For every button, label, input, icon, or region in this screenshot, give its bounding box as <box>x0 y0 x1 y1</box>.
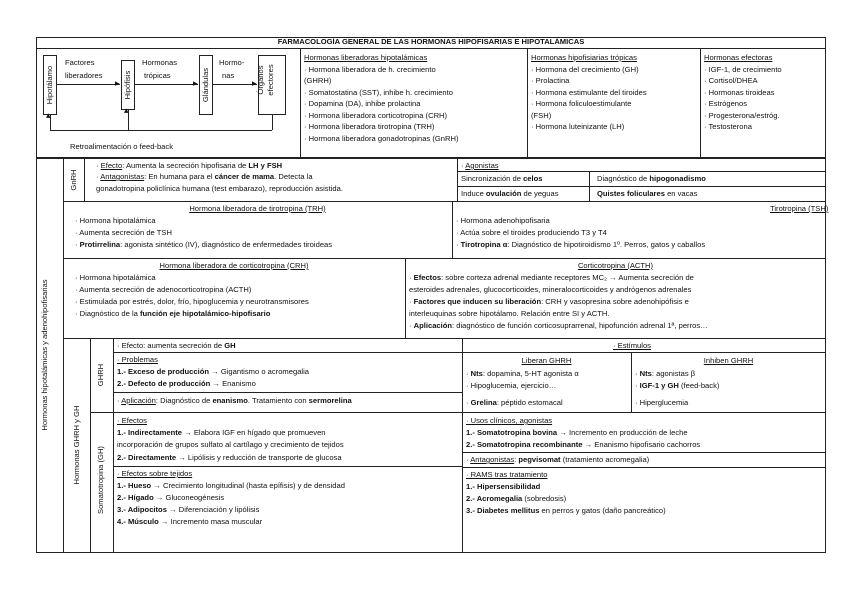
feedback-label: Retroalimentación o feed-back <box>70 142 173 151</box>
trh-heading-right: Tirotropina (TSH) <box>770 204 829 213</box>
page-title: FARMACOLOGÍA GENERAL DE LAS HORMONAS HIPOFISARIAS E HIPOTALÁMICAS <box>277 37 585 46</box>
gh-ram-3: 3.- Diabetes mellitus en perros y gatos (daño pancreático) <box>466 506 666 515</box>
gh-tejidos-divider <box>113 466 462 467</box>
liberadoras-item: (GHRH) <box>304 76 332 85</box>
ghrh-problema-2: 2.- Defecto de producción → Enanismo <box>117 379 256 388</box>
trh-protirrelina: · Protirrelina: agonista sintético (IV), diagnóstico de enfermedades tiroideas <box>75 240 333 249</box>
gnrh-label-divider <box>84 158 85 201</box>
ghrh-problemas: · Problemas <box>117 355 158 364</box>
gnrh-agonistas-divider-2 <box>457 186 826 187</box>
title-divider <box>36 48 826 49</box>
divider-outer-label <box>63 158 64 553</box>
ghrh-efecto-divider <box>113 352 462 353</box>
feedback-arrow-head-2: ▴ <box>124 105 129 115</box>
liberadoras-item: · Hormona liberadora tirotropina (TRH) <box>304 122 435 131</box>
trh-right-item: · Hormona adenohipofisaria <box>456 216 550 225</box>
tropicas-heading: Hormonas hipofisiarias trópicas <box>531 53 637 62</box>
hormonas-label-2: nas <box>222 71 235 80</box>
ghrh-inhiben: Inhiben GHRH <box>703 356 754 365</box>
gnrh-bottom-divider <box>63 201 826 202</box>
gh-usos: · Usos clínicos, agonistas <box>466 416 553 425</box>
tropicas-item: · Prolactina <box>531 76 570 85</box>
crh-heading-left: Hormona liberadora de corticotropina (CRH) <box>159 261 309 270</box>
trh-heading-left: Hormona liberadora de tirotropina (TRH) <box>189 204 326 213</box>
ghrh-liberan-2: · Hipoglucemia, ejercicio… <box>466 381 557 390</box>
gh-efecto-1: 1.- Indirectamente → Elabora IGF en hígado que promueven <box>117 428 326 437</box>
divider-top-1 <box>300 48 301 158</box>
arrow-head-3: ▸ <box>252 78 257 88</box>
arrow-line-2 <box>135 84 198 85</box>
gh-ram-2: 2.- Acromegalia (sobredosis) <box>466 494 567 503</box>
ghrh-estimulos-divider <box>462 352 826 353</box>
efectoras-item: · Cortisol/DHEA <box>704 76 758 85</box>
gnrh-agonistas-vdivider <box>589 171 590 201</box>
tropicas-item: · Hormona del crecimiento (GH) <box>531 65 639 74</box>
hipofisis-label: Hipófisis <box>123 70 132 100</box>
gh-uso-1: 1.- Somatotropina bovina → Incremento en producción de leche <box>466 428 688 437</box>
ghrh-aplicacion-divider <box>113 392 462 393</box>
ghrh-inhiben-2: · IGF-1 y GH (feed-back) <box>635 381 720 390</box>
trh-left-item: · Aumenta secreción de TSH <box>75 228 172 237</box>
crh-efectos: · Efectos: sobre corteza adrenal mediante receptores MC₂ → Aumenta secreción de <box>409 273 694 282</box>
gh-tejido-1: 1.- Hueso → Crecimiento longitudinal (hasta epífisis) y de densidad <box>117 481 345 490</box>
gnrh-agonista-3: Induce ovulación de yeguas <box>461 189 559 198</box>
ghrh-gh-sublabel-divider <box>113 338 114 553</box>
trh-tirotropina: · Tirotropina α: Diagnóstico de hipotiroidismo 1º. Perros, gatos y caballos <box>456 240 706 249</box>
arrow-line-1 <box>57 84 120 85</box>
tropicas-item: · Hormona foliculoestimulante <box>531 99 632 108</box>
liberadoras-item: · Hormona liberadora corticotropina (CRH) <box>304 111 448 120</box>
divider-top-2 <box>527 48 528 158</box>
outer-side-label: Hormonas hipotalámicas y adenohipofisarias <box>40 279 49 431</box>
gh-rams: · RAMS tras tratamiento <box>466 470 548 479</box>
liberadoras-item: · Somatostatina (SST), inhibe h. crecimiento <box>304 88 453 97</box>
gh-rams-divider <box>462 467 826 468</box>
ghrh-liberan-3: · Grelina: péptido estomacal <box>466 398 563 407</box>
crh-left-item: · Hormona hipotalámica <box>75 273 156 282</box>
gh-tejido-2: 2.- Hígado → Gluconeogénesis <box>117 493 225 502</box>
crh-diagnostico: · Diagnóstico de la función eje hipotalámico-hipofisario <box>75 309 271 318</box>
hormonas-label-1: Hormo- <box>219 58 245 67</box>
trh-bottom-divider <box>63 258 826 259</box>
efectoras-item: · Estrógenos <box>704 99 748 108</box>
ghrh-gh-middle-divider <box>462 338 463 553</box>
efectoras-item: · Progesterona/estróg. <box>704 111 780 120</box>
gh-efecto-2: 2.- Directamente → Lipólisis y reducción de transporte de glucosa <box>117 453 342 462</box>
crh-factores-line2: interleuquinas sobre hipotálamo. Relación entre SI y ACTH. <box>409 309 610 318</box>
gnrh-antagonistas: · Antagonistas: En humana para el cáncer de mama. Detecta la <box>96 172 313 181</box>
feedback-arrow-head: ▴ <box>46 110 51 120</box>
gnrh-agonista-4: Quistes foliculares en vacas <box>597 189 698 198</box>
gh-efectos: · Efectos <box>117 416 147 425</box>
gnrh-agonista-1: Sincronización de celos <box>461 174 543 183</box>
ghrh-bottom-divider <box>90 412 826 413</box>
crh-left-item: · Estimulada por estrés, dolor, frío, hipoglucemia y neurotransmisores <box>75 297 309 306</box>
feedback-line-right <box>272 115 273 130</box>
gh-antagonistas-divider <box>462 452 826 453</box>
tropicas-item: · Hormona luteinizante (LH) <box>531 122 625 131</box>
ghrh-liberan: Liberan GHRH <box>521 356 572 365</box>
hormonas-tropicas-label-2: trópicas <box>144 71 171 80</box>
liberadoras-heading: Hormonas liberadoras hipotalámicas <box>304 53 428 62</box>
tropicas-item: · Hormona estimulante del tiroides <box>531 88 647 97</box>
crh-bottom-divider <box>63 338 826 339</box>
ghrh-problema-1: 1.- Exceso de producción → Gigantismo o acromegalia <box>117 367 310 376</box>
gnrh-agonistas-heading: · Agonistas <box>461 161 499 170</box>
crh-left-item: · Aumenta secreción de adenocorticotropina (ACTH) <box>75 285 252 294</box>
efectoras-heading: Hormonas efectoras <box>704 53 773 62</box>
somatotropina-side-label: Somatotropina (GH) <box>96 446 105 514</box>
ghrh-gh-side-label: Hormonas GHRH y GH <box>72 405 81 485</box>
gnrh-side-label: GnRH <box>69 169 78 191</box>
gnrh-efecto: · Efecto: Aumenta la secreción hipofisaria de LH y FSH <box>96 161 283 170</box>
gh-efecto-1-line2: incorporación de grupos sulfato al cartílago y crecimiento de tejidos <box>117 440 344 449</box>
organos-label-2: efectores <box>266 64 275 96</box>
ghrh-inhiben-3: · Hiperglucemia <box>635 398 689 407</box>
crh-efectos-line2: esteroides adrenales, glucocorticoides, mineralocorticoides y andrógenos adrenales <box>409 285 692 294</box>
gh-antagonistas: · Antagonistas: pegvisomat (tratamiento acromegalia) <box>466 455 650 464</box>
glandulas-label: Glándulas <box>201 67 210 103</box>
factores-label-1: Factores <box>65 58 95 67</box>
factores-label-2: liberadores <box>65 71 103 80</box>
hipotalamo-label: Hipotálamo <box>45 65 54 105</box>
feedback-line-bottom <box>50 130 272 131</box>
ghrh-efecto: · Efecto: aumenta secreción de GH <box>117 341 236 350</box>
ghrh-inhiben-1: · Nts: agonistas β <box>635 369 696 378</box>
ghrh-side-label: GHRH <box>96 363 105 387</box>
liberadoras-item: · Hormona liberadora gonadotropinas (GnRH) <box>304 134 459 143</box>
efectoras-item: · Hormonas tiroideas <box>704 88 775 97</box>
gh-tejidos: · Efectos sobre tejidos <box>117 469 193 478</box>
organos-label-1: Órganos <box>256 65 265 95</box>
ghrh-estimulos: · Estímulos <box>613 341 651 350</box>
hormonas-tropicas-label-1: Hormonas <box>142 58 178 67</box>
arrow-head-2: ▸ <box>193 78 198 88</box>
arrow-line-3 <box>213 84 257 85</box>
ghrh-aplicacion: · Aplicación: Diagnóstico de enanismo. Tratamiento con sermorelina <box>117 396 352 405</box>
gh-uso-2: 2.- Somatotropina recombinante → Enanismo hipofisario cachorros <box>466 440 701 449</box>
efectoras-item: · Testosterona <box>704 122 752 131</box>
liberadoras-item: · Dopamina (DA), inhibe prolactina <box>304 99 421 108</box>
gnrh-agonista-2: Diagnóstico de hipogonadismo <box>597 174 706 183</box>
crh-aplicacion: · Aplicación: diagnóstico de función corticosuprarrenal, hipofunción adrenal 1ª, perros… <box>409 321 708 330</box>
trh-middle-divider <box>452 201 453 258</box>
trh-right-item: · Actúa sobre el tiroides produciendo T3 y T4 <box>456 228 607 237</box>
gnrh-antagonistas-line2: gonadotropina policlínica humana (test embarazo), reproducción asistida. <box>96 184 343 193</box>
liberadoras-item: · Hormona liberadora de h. crecimiento <box>304 65 436 74</box>
arrow-head-1: ▸ <box>115 78 120 88</box>
tropicas-item: (FSH) <box>531 111 552 120</box>
crh-heading-right: Corticotropina (ACTH) <box>577 261 654 270</box>
gh-tejido-3: 3.- Adipocitos → Diferenciación y lipólisis <box>117 505 260 514</box>
gh-tejido-4: 4.- Músculo → Incremento masa muscular <box>117 517 263 526</box>
gnrh-middle-divider <box>457 158 458 201</box>
ghrh-gh-label-divider <box>90 338 91 553</box>
gnrh-agonistas-divider <box>457 171 826 172</box>
crh-factores: · Factores que inducen su liberación: CRH y vasopresina sobre adenohipófisis e <box>409 297 689 306</box>
trh-left-item: · Hormona hipotalámica <box>75 216 156 225</box>
ghrh-liberan-1: · Nts: dopamina, 5-HT agonista α <box>466 369 579 378</box>
gh-ram-1: 1.- Hipersensibilidad <box>466 482 541 491</box>
efectoras-item: · IGF-1, de crecimiento <box>704 65 782 74</box>
divider-top-3 <box>700 48 701 158</box>
